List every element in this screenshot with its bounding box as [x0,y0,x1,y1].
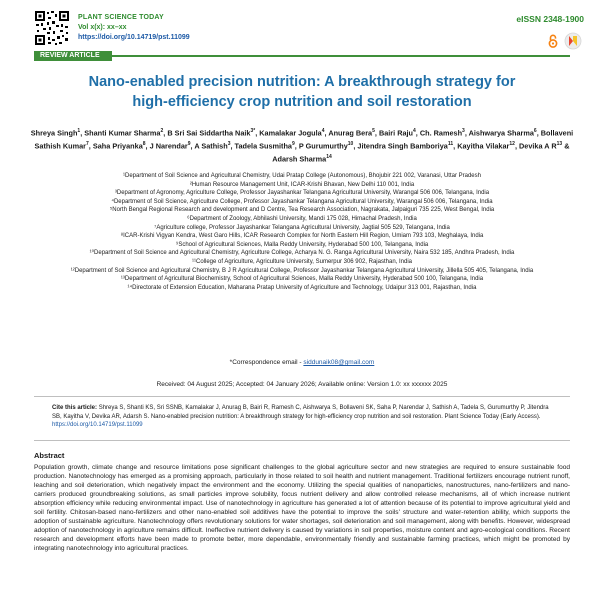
author-name: B Sri Sai Siddartha Naik [167,128,251,138]
journal-issn: eISSN 2348-1900 [516,14,584,24]
author-affiliation-marker: 3 [227,140,231,147]
author-affiliation-marker: 1 [77,128,81,134]
affiliation-item: ¹⁴Directorate of Extension Education, Maharana Pratap University of Agriculture and Technology, Udaipur 313 001, Rajasthan, India [127,284,477,291]
affiliation-item: ⁸ICAR-Krishi Vigyan Kendra, West Garo Hills, ICAR Research Complex for North Eastern Hill Region, Umiam 793 103, Meghalaya, India [120,233,484,240]
author-affiliation-marker: 4 [321,128,325,134]
open-access-icon[interactable] [548,34,558,48]
affiliation-item: ⁹School of Agricultural Sciences, Malla Reddy University, Hyderabad 500 100, Telangana, India [175,241,429,248]
affiliation-item: ¹³Department of Agricultural Biochemistry, School of Agricultural Sciences, Malla Reddy University, Hyderabad 500 100, Telangana, India [120,276,484,283]
author-name: Adarsh Sharma [272,154,327,164]
journal-volume: Vol x(x): xx–xx [78,24,127,31]
author-affiliation-marker: 12 [509,140,515,147]
author-name: Saha Priyanka [92,141,143,151]
journal-name: PLANT SCIENCE TODAY [78,14,164,21]
qr-code-icon[interactable] [34,10,70,46]
article-type-bar [34,51,570,61]
author-name: Anurag Bera [328,128,373,138]
correspondence [34,359,570,366]
author-name: Shanti Kumar Sharma [84,128,161,138]
affiliation-item: ⁴Department of Soil Science, Agriculture College, Professor Jayashankar Telangana Agricultural University, Warangal 506 006, Telangana, India [111,198,493,205]
cite-this-article [52,404,556,430]
author-affiliation-marker: 6 [533,128,537,134]
affiliation-item: ¹Department of Soil Science and Agricultural Chemistry, Udai Pratap College (Autonomous), Bhojubir 221 002, Varanasi, Uttar Pradesh [123,173,481,179]
affiliation-item: ³Department of Agronomy, Agriculture College, Professor Jayashankar Telangana Agricultural University, Warangal 506 006, Telangana, India [114,190,490,197]
author-affiliation-marker: 2 [160,128,164,134]
author-name: Aishwarya Sharma [468,128,534,138]
cite-text: Shreya S, Shanti KS, Sri SSNB, Kamalakar J, Anurag B, Bairi R, Ramesh C, Aishwarya S, Bollaveni SK, Saha P, Narendar J, Sathish A, Tadela S, Gurumurthy P, Jitendra SB, Kayitha V, Devika AR, Adarsh S. Nano-enabled precision nutrition: A breakthrough strategy for high-efficiency crop nutrition and soil restoration. Plant Science Today (Early Access). [52,405,549,420]
author-list: Shreya Singh$^1$, Shanti Kumar Sharma$^2$, B Sri Sai Siddartha Naik$^{3*}$, Kamalakar Jogula$^4$, Anurag Bera$^5$, Bairi Raju$^4$, Ch. Ramesh$^3$, Aishwarya Sharma$^6$, Bollaveni Sathish Kumar$^7$, Saha Priyanka$^8$, J Narendar$^9$, A Sathish$^3$, Tadela Susmitha$^9$, P Gurumurthy$^{10}$, Jitendra Singh Bamboriya$^{11}$, Kayitha Vilakar$^{12}$, Devika A $R^{13}$ & Adarsh Sharma$^{14}$ [30,128,574,164]
affiliation-item: ⁷Agriculture college, Professor Jayashankar Telangana Agricultural University, Jagtial 505 529, Telangana, India [154,224,450,231]
author-affiliation-marker: 8 [142,140,146,147]
article-type-tag: REVIEW ARTICLE [34,51,112,61]
author-affiliation-marker: 3* [250,128,256,134]
article-type-rule [112,55,570,57]
author-name: Bollaveni Sathish Kumar [34,128,574,151]
author-affiliation-marker: 9 [292,140,295,147]
author-affiliation-marker: 11 [447,140,454,147]
affiliation-item: ¹⁰Department of Soil Science and Agricultural Chemistry, Agriculture College, Acharya N. G. Ranga Agricultural University, Naira 532 185, Andhra Pradesh, India [89,250,515,257]
correspondence-email-link[interactable]: siddunaik08@gmail.com [303,359,375,366]
journal-header [34,10,584,50]
author-name: Jitendra Singh Bamboriya [357,141,448,151]
author-affiliation-marker: 7 [86,140,89,147]
title-line-2: high-efficiency crop nutrition and soil restoration [132,94,472,110]
divider-top [34,396,570,397]
author-name: J Narendar [149,141,188,151]
author-affiliation-marker: 4 [413,128,416,134]
cite-doi-link[interactable]: https://doi.org/10.14719/pst.11099 [52,422,143,429]
author-name: Kayitha Vilakar [457,141,510,151]
author-name: Kamalakar Jogula [259,128,322,138]
affiliation-item: ²Human Resource Management Unit, ICAR-Krishi Bhavan, New Delhi 110 001, India [189,181,415,188]
divider-bottom [34,440,570,441]
journal-info [78,13,190,43]
abstract-heading: Abstract [34,451,65,460]
author-name: P Gurumurthy [298,141,348,151]
article-title [34,72,570,112]
journal-doi-link[interactable]: https://doi.org/10.14719/pst.11099 [78,34,190,41]
author-affiliation-marker: 9 [187,140,191,147]
author-name: A Sathish [194,141,228,151]
author-affiliation-marker: 14 [326,153,332,160]
cite-label: Cite this article: [52,405,98,411]
publication-dates: Received: 04 August 2025; Accepted: 04 January 2026; Available online: Version 1.0: xx xxxxxx 2025 [156,381,448,388]
title-line-1: Nano-enabled precision nutrition: A breakthrough strategy for [88,74,516,90]
abstract-body: Population growth, climate change and resource limitations pose significant challenges to the global agriculture sector and new strategies are required to ensure sustainable food production. Nanotechnology has emerged as a promising approach, particularly in those related to soil health and nutrient management. Traditional fertilizers encourage nutrient runoff, leaching and soil deterioration, which negatively impact the environment and the economy. Utilizing the special qualities of nanoparticles, nanostructures, nano-fertilizers and nano-carriers produced groundbreaking solutions, as small particles improve solubility, focus nutrient delivery and allow controlled release mechanisms, all of which increase nutrient absorption efficiency while reducing environmental impact. Use of nanotechnology in agriculture has generated a lot of attention because of its potential to improve agricultural yield and soil fertility. Chitosan-based nano-fertilizers and other nano-enabled soil additives have the potential to improve the soils' structure and water-retention ability, which supports the adoption of sustainable agriculture. Nanotechnology offers revolutionary solutions for water shortages, soil deterioration and soil management, along with benefits. However, widespread adoption of nanotechnology in agriculture remains difficult. Ineffective nutrient delivery is caused by variations in soil properties, moisture content and agro-ecological conditions. Recent research and development efforts have been made to promote better, more dependable, environmentally friendly and sustainable farming practices, which might be promoted by integrating nanotechnology into agricultural practices. [34,464,570,552]
affiliation-item: ¹¹College of Agriculture, Agriculture University, Sumerpur 306 902, Rajasthan, India [192,258,412,265]
affiliation-item: ⁶Department of Zoology, Abhilashi University, Mandi 175 028, Himachal Pradesh, India [187,215,417,222]
author-name: Bairi Raju [378,128,414,138]
author-affiliation-marker: 3 [462,128,465,134]
author-affiliation-marker: 13 [556,140,563,147]
author-name: Tadela Susmitha [234,141,292,151]
affiliation-item: ¹²Department of Soil Science and Agricultural Chemistry, B J R Agricultural College, Professor Jayashankar Telangana Agricultural University, Jillella 505 405, Telangana, India [70,267,534,274]
affiliation-item: ⁵North Bengal Regional Research and development and D Centre, Tea Research Association, Nagrakata, Jalpaiguri 735 225, West Bengal, India [109,207,495,214]
author-name: Ch. Ramesh [419,128,463,138]
author-name: Devika A R [519,141,557,151]
check-for-updates-icon[interactable] [564,32,582,50]
author-name: Shreya Singh [30,128,78,138]
affiliation-list [34,172,570,292]
author-affiliation-marker: 5 [372,128,375,134]
correspondence-label: *Correspondence email - [229,359,302,366]
author-affiliation-marker: 10 [347,140,354,147]
